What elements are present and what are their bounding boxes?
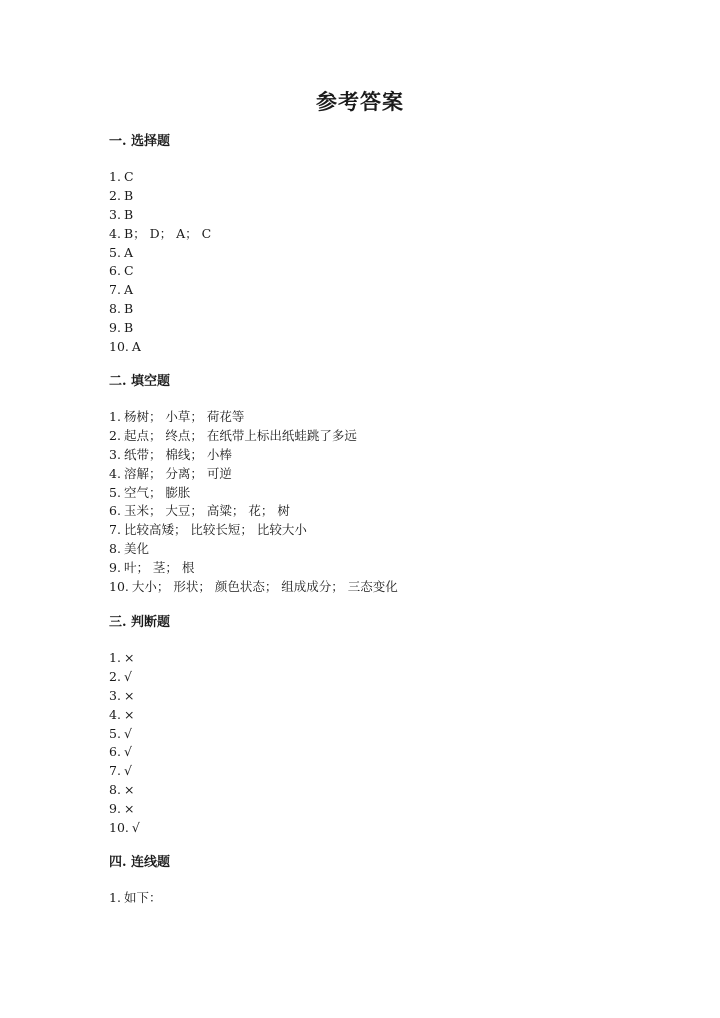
answer-list [109,168,669,357]
list-item [109,559,669,578]
item-answer: A [123,282,133,298]
item-answer: × [123,687,135,703]
list-item [109,168,669,187]
page-title: 参考答案 [316,89,404,114]
list-item [109,800,669,819]
item-answer: × [123,782,135,798]
item-answer: × [123,650,135,665]
list-item [109,706,669,725]
section-multiple-choice [109,132,669,357]
list-item [109,244,669,263]
item-answer: 玉米； 大豆； 高粱； 花； 树 [123,503,290,519]
list-item [109,281,669,300]
item-answer: B； D； A； C [123,225,212,241]
list-item [109,762,669,781]
list-item [109,262,669,281]
list-item [109,206,669,225]
list-item [109,465,669,484]
item-answer: 比较高矮； 比较长短； 比较大小 [123,522,307,538]
item-answer: A [131,339,141,355]
item-number: 6. [109,503,121,519]
section-heading: 二. 填空题 [109,374,171,389]
item-number: 1. [109,169,121,184]
item-number: 9. [109,801,121,817]
section-true-false [109,613,669,838]
item-answer: A [123,244,133,260]
item-answer: 美化 [123,541,149,557]
section-fill-in-blank [109,372,669,597]
item-number: 6. [109,263,121,279]
list-item [109,578,669,597]
list-item [109,743,669,762]
item-answer: C [123,169,134,184]
list-item [109,502,669,521]
item-answer: B [123,320,134,336]
item-number: 6. [109,744,121,760]
item-answer: C [123,263,134,279]
answer-list [109,649,669,838]
list-item [109,427,669,446]
list-item [109,649,669,668]
item-answer: 如下： [123,890,162,905]
item-number: 7. [109,282,121,298]
list-item [109,225,669,244]
item-number: 8. [109,301,121,317]
item-answer: 大小； 形状； 颜色状态； 组成成分； 三态变化 [131,579,398,595]
item-answer: √ [123,725,132,741]
section-heading: 一. 选择题 [109,134,171,149]
item-number: 2. [109,187,121,203]
answer-list [109,408,669,597]
item-number: 7. [109,763,121,779]
list-item [109,725,669,744]
item-number: 4. [109,225,121,241]
item-answer: 起点； 终点； 在纸带上标出纸蛙跳了多远 [123,427,357,443]
item-answer: 空气； 膨胀 [123,484,191,500]
list-item [109,300,669,319]
item-answer: B [123,301,134,317]
item-answer: √ [123,668,132,684]
list-item [109,187,669,206]
list-item [109,687,669,706]
item-number: 4. [109,706,121,722]
item-answer: × [123,801,135,817]
item-number: 1. [109,650,121,665]
list-item [109,338,669,357]
item-answer: 叶； 茎； 根 [123,560,195,576]
item-number: 3. [109,206,121,222]
item-number: 10. [109,820,129,836]
item-answer: B [123,187,134,203]
item-number: 5. [109,484,121,500]
section-matching [109,853,669,908]
list-item [109,668,669,687]
item-number: 2. [109,427,121,443]
item-number: 3. [109,687,121,703]
item-answer: 纸带； 棉线； 小棒 [123,446,232,462]
item-number: 3. [109,446,121,462]
item-answer: √ [123,763,132,779]
item-answer: √ [131,820,140,836]
list-item [109,781,669,800]
list-item [109,446,669,465]
item-answer: B [123,206,134,222]
list-item [109,408,669,427]
item-number: 10. [109,579,129,595]
list-item [109,819,669,838]
list-item [109,484,669,503]
item-answer: √ [123,744,132,760]
item-number: 8. [109,782,121,798]
item-number: 9. [109,320,121,336]
item-number: 1. [109,409,121,424]
item-number: 8. [109,541,121,557]
list-item [109,540,669,559]
item-answer: 杨树； 小草； 荷花等 [123,409,245,424]
list-item [109,319,669,338]
item-number: 2. [109,668,121,684]
item-number: 5. [109,244,121,260]
item-number: 10. [109,339,129,355]
item-answer: 溶解； 分离； 可逆 [123,465,232,481]
item-number: 4. [109,465,121,481]
item-number: 5. [109,725,121,741]
section-heading: 三. 判断题 [109,615,171,630]
list-item [109,889,669,908]
section-heading: 四. 连线题 [109,855,171,870]
item-answer: × [123,706,135,722]
item-number: 1. [109,890,121,905]
answer-list [109,889,669,908]
item-number: 9. [109,560,121,576]
list-item [109,521,669,540]
item-number: 7. [109,522,121,538]
